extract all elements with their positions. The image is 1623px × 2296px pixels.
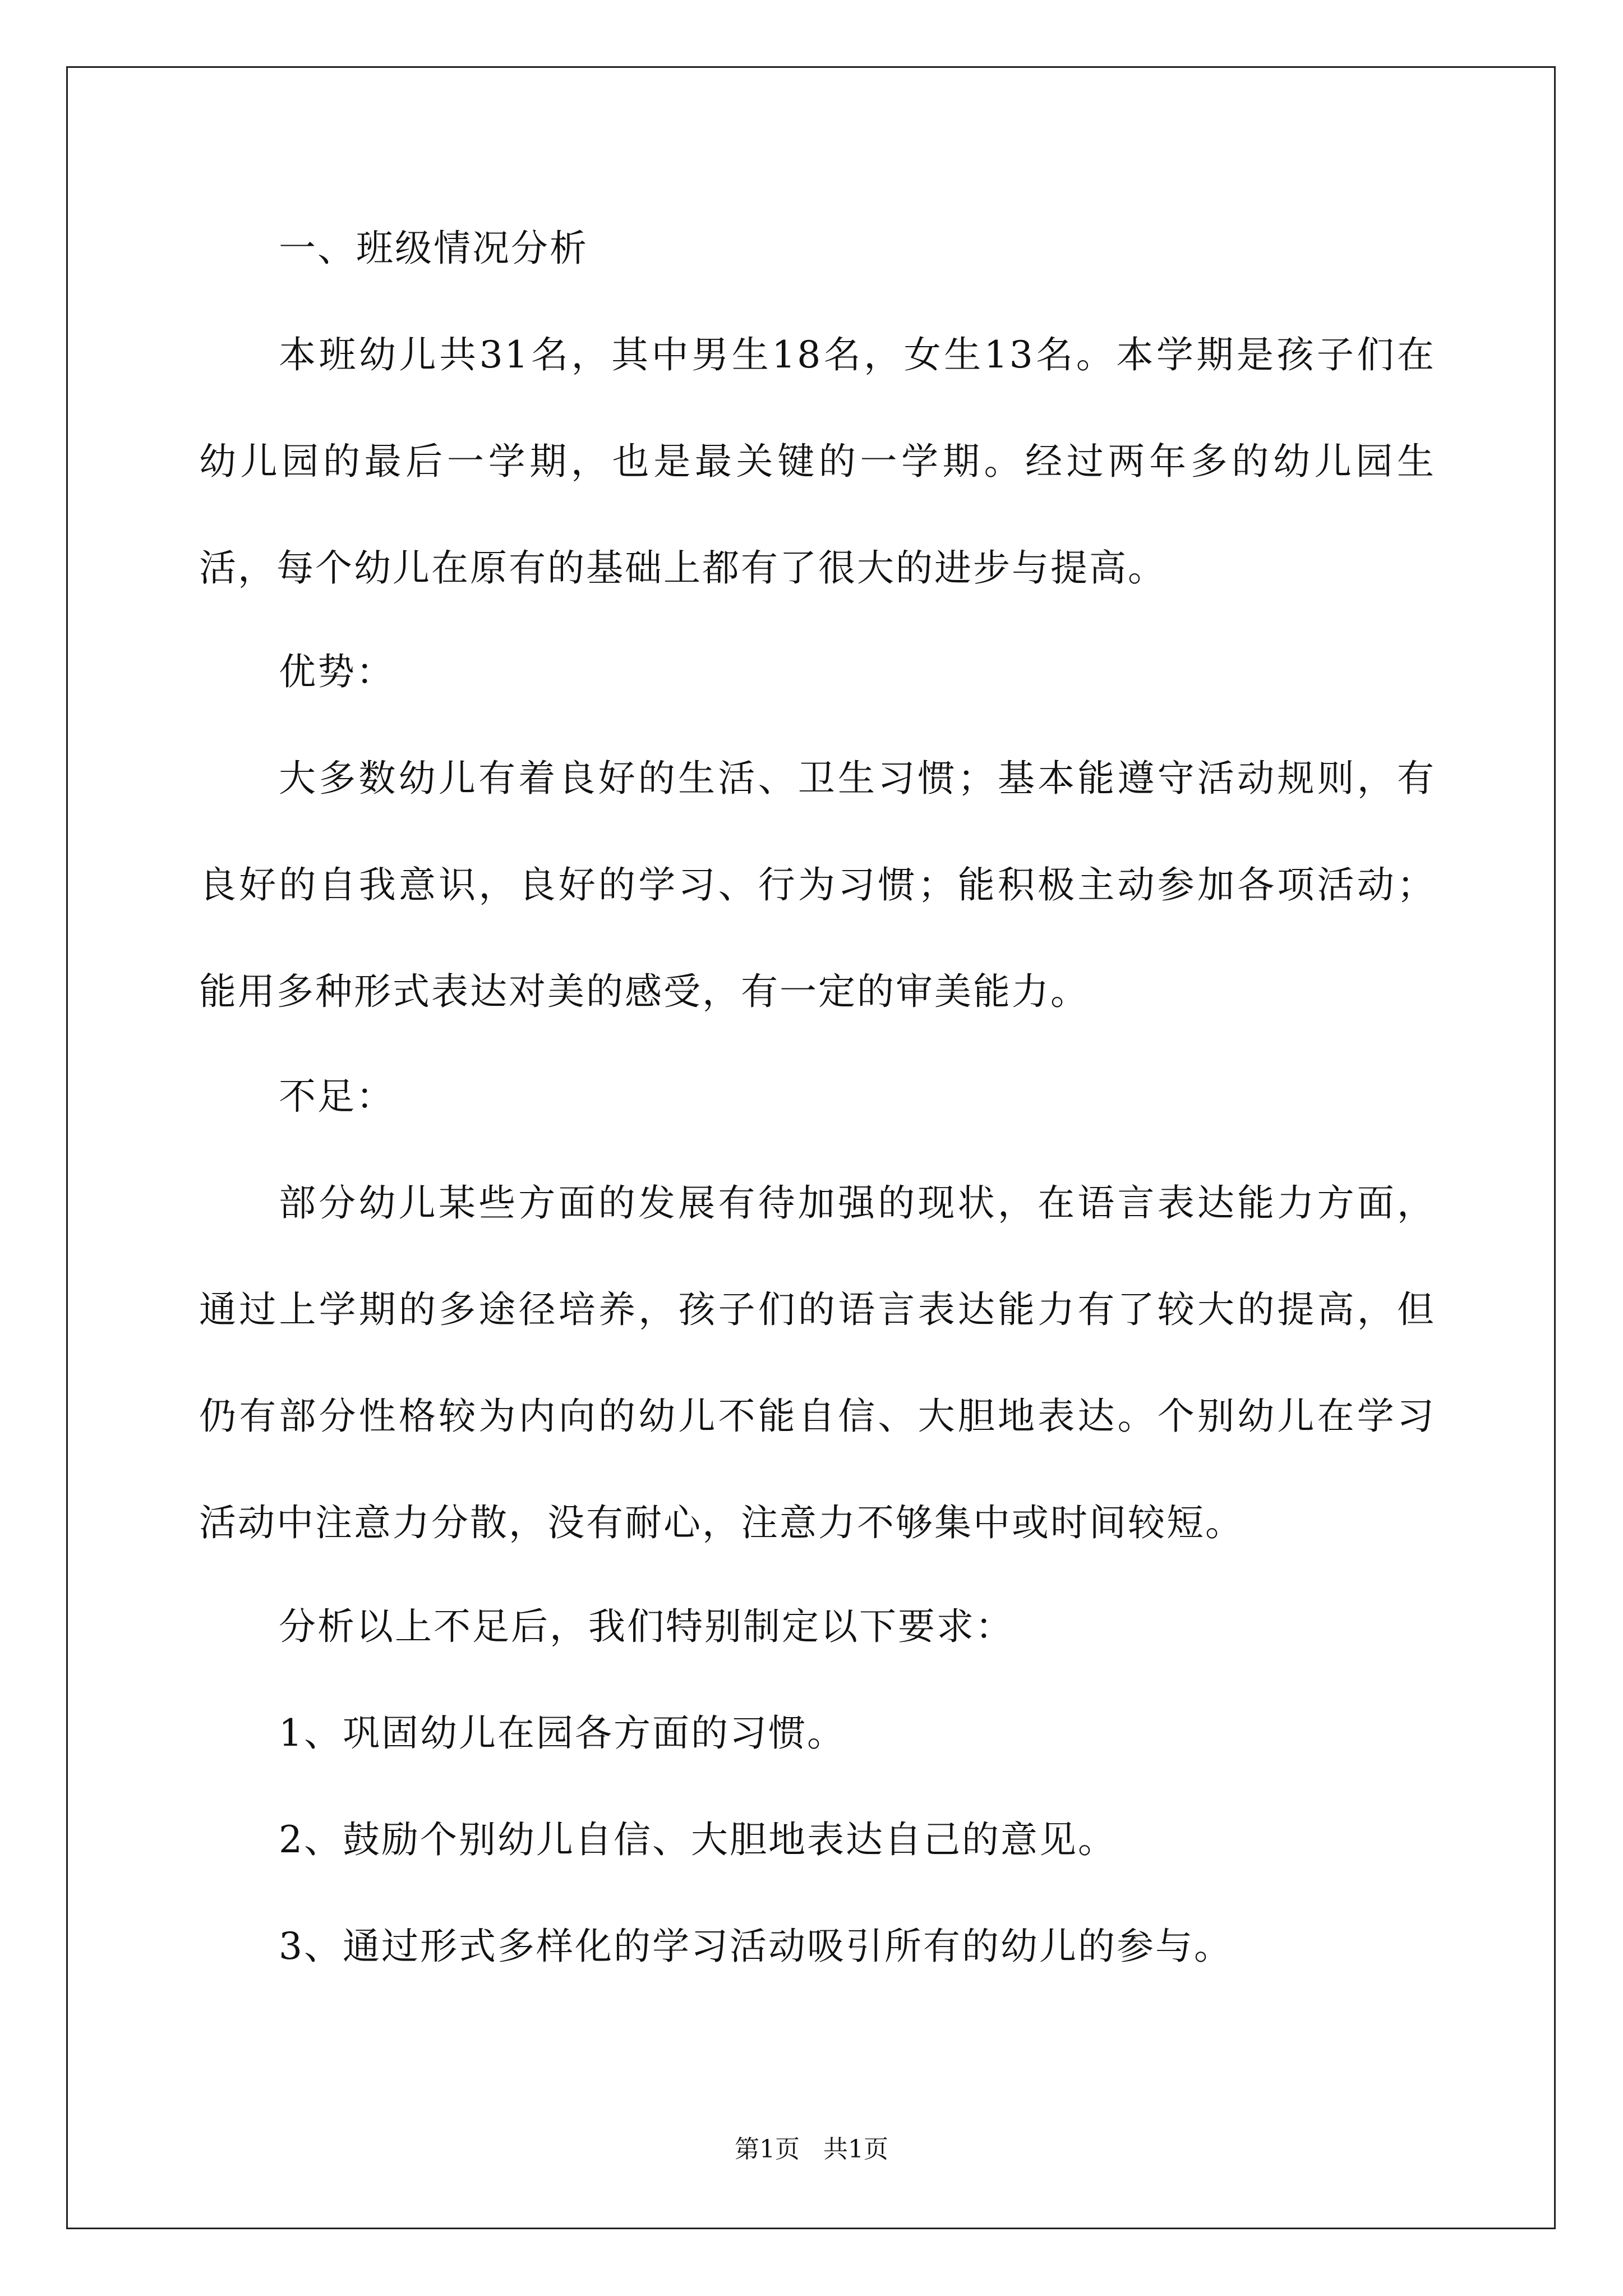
page-footer: 第1页 共1页 [735,2135,888,2164]
paragraph-requirements-intro: 分析以上不足后，我们特别制定以下要求： [279,1605,1014,1648]
paragraph-strengths-heading: 优势： [279,650,395,693]
list-item-2: 2、鼓励个别幼儿自信、大胆地表达自己的意见。 [279,1818,1117,1861]
paragraph-strengths: 大多数幼儿有着良好的生活、卫生习惯；基本能遵守活动规则，有良好的自我意识，良好的学习、行为习惯；能积极主动参加各项活动；能用多种形式表达对美的感受，有一定的审美能力。 [199,757,1436,1013]
paragraph-weaknesses: 部分幼儿某些方面的发展有待加强的现状，在语言表达能力方面，通过上学期的多途径培养，孩子们的语言表达能力有了较大的提高，但仍有部分性格较为内向的幼儿不能自信、大胆地表达。个别幼儿在学习活动中注意力分散，没有耐心，注意力不够集中或时间较短。 [199,1181,1436,1544]
list-item-1: 1、巩固幼儿在园各方面的习惯。 [279,1711,846,1755]
section-heading: 一、班级情况分析 [279,227,588,270]
paragraph-class-overview: 本班幼儿共31名，其中男生18名，女生13名。本学期是孩子们在幼儿园的最后一学期，也是最关键的一学期。经过两年多的幼儿园生活，每个幼儿在原有的基础上都有了很大的进步与提高。 [199,333,1436,590]
list-item-3: 3、通过形式多样化的学习活动吸引所有的幼儿的参与。 [279,1925,1233,1968]
paragraph-weaknesses-heading: 不足： [279,1075,395,1118]
